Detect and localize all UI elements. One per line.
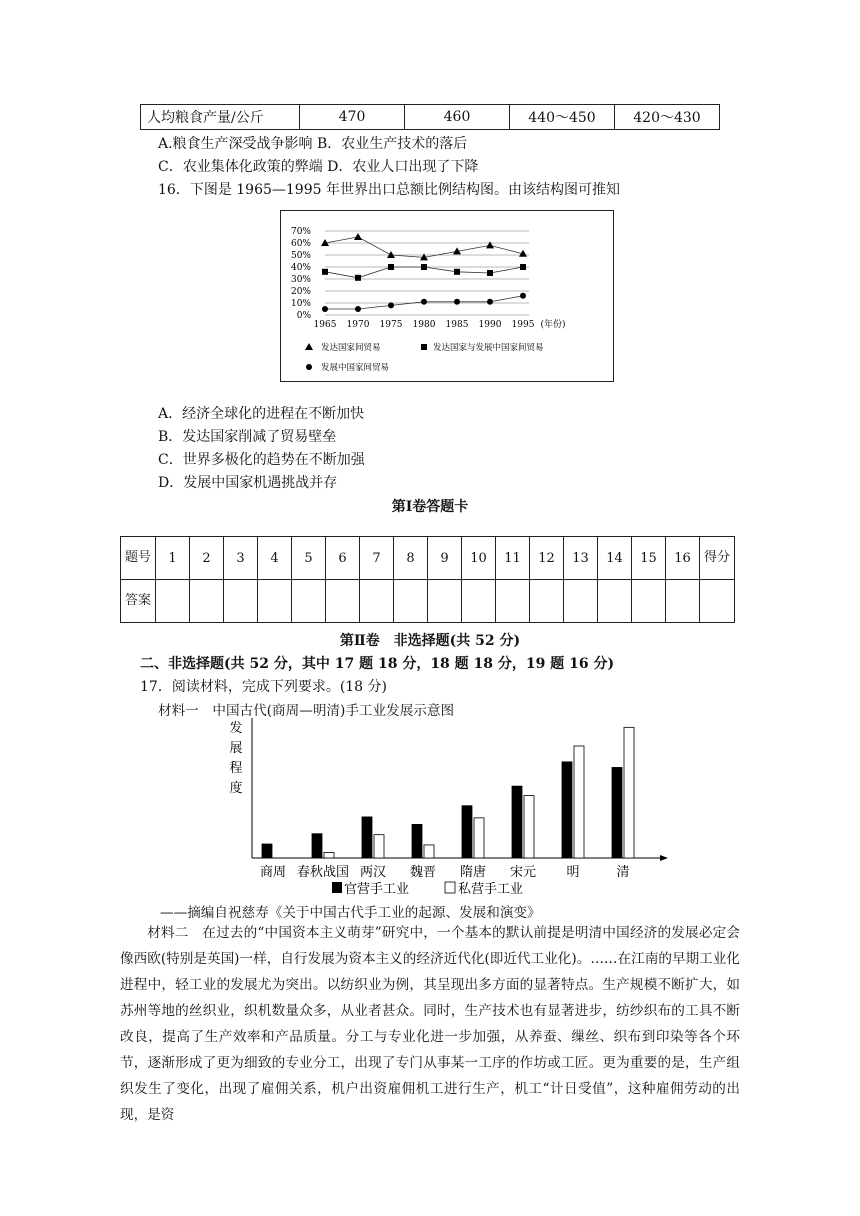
question-number: 5 <box>292 537 326 580</box>
answer-cell[interactable] <box>394 580 428 623</box>
question-number: 8 <box>394 537 428 580</box>
handicraft-development-chart <box>220 716 670 900</box>
y-axis-label-char: 发 <box>229 721 243 736</box>
bar-private <box>524 795 534 858</box>
x-tick-label: 1970 <box>346 320 370 330</box>
category-label: 魏晋 <box>409 865 437 880</box>
grain-table <box>140 104 720 130</box>
legend-label: 发展中国家间贸易 <box>321 363 390 373</box>
legend-triangle-icon <box>305 343 313 350</box>
export-chart-frame <box>280 210 614 382</box>
answer-cell[interactable] <box>666 580 700 623</box>
table-cell: 460 <box>405 105 510 130</box>
category-label: 明 <box>566 865 580 880</box>
question-number: 12 <box>530 537 564 580</box>
table-cell: 440～450 <box>510 105 615 130</box>
answer-cell[interactable] <box>598 580 632 623</box>
question-number: 16 <box>666 537 700 580</box>
square-point <box>487 270 493 276</box>
y-tick-label: 30% <box>290 275 311 285</box>
circle-point <box>421 299 427 305</box>
question-number: 10 <box>462 537 496 580</box>
triangle-point <box>486 241 494 248</box>
legend-square-icon <box>421 344 427 350</box>
q16-option-d: D．发展中国家机遇挑战并存 <box>158 475 338 491</box>
q17-stem: 17．阅读材料，完成下列要求。(18 分) <box>140 679 388 695</box>
answer-cell[interactable] <box>462 580 496 623</box>
question-number: 15 <box>632 537 666 580</box>
material1-title: 材料一 中国古代(商周—明清)手工业发展示意图 <box>158 703 455 719</box>
x-tick-label: 1995 <box>511 320 535 330</box>
bar-official <box>562 762 572 858</box>
bar-official <box>512 786 522 858</box>
y-tick-label: 0% <box>296 311 311 321</box>
q16-option-b: B．发达国家削减了贸易壁垒 <box>158 429 337 445</box>
question-number: 7 <box>360 537 394 580</box>
answer-cell[interactable] <box>156 580 190 623</box>
source-citation: ——摘编自祝慈寿《关于中国古代手工业的起源、发展和演变》 <box>160 905 541 921</box>
question-number: 3 <box>224 537 258 580</box>
x-axis-arrow-icon <box>660 855 668 861</box>
y-axis-label-char: 度 <box>229 781 243 796</box>
answer-cell[interactable] <box>258 580 292 623</box>
table-cell: 420～430 <box>615 105 720 130</box>
x-tick-label: 1980 <box>412 320 436 330</box>
table-row <box>121 580 735 623</box>
answer-cell[interactable] <box>326 580 360 623</box>
section-heading: 二、非选择题(共 52 分，其中 17 题 18 分，18 题 18 分，19 题 16 分) <box>140 656 615 672</box>
bar-official <box>362 817 372 858</box>
question-number: 13 <box>564 537 598 580</box>
question-number: 6 <box>326 537 360 580</box>
legend-official-icon <box>332 882 342 893</box>
y-axis-label-char: 程 <box>229 761 243 776</box>
category-label: 清 <box>616 865 630 880</box>
bar-private <box>574 746 584 858</box>
square-point <box>421 264 427 270</box>
y-tick-label: 50% <box>290 251 311 261</box>
table-row <box>141 105 720 130</box>
legend-label: 发达国家间贸易 <box>321 343 381 353</box>
q16-option-a: A．经济全球化的进程在不断加快 <box>158 406 365 422</box>
table-row-label: 人均粮食产量/公斤 <box>141 105 300 130</box>
circle-point <box>487 299 493 305</box>
x-axis-unit: (年份) <box>540 320 566 330</box>
material2-paragraph: 材料二 在过去的“中国资本主义萌芽”研究中，一个基本的默认前提是明清中国经济的发展必定会像西欧(特别是英国)一样，自行发展为资本主义的经济近代化(即近代工业化)。……在江南的早期工业化进程中，轻工业的发展尤为突出。以纺织业为例，其呈现出多方面的显著特点。生产规模不断扩大，如苏州等地的丝织业，织机数量众多，从业者甚众。同时，生产技术也有显著进步，纺纱织布的工具不断改良，提高了生产效率和产品质量。分工与专业化进一步加强，从养蚕、缫丝、织布到印染等各个环节，逐渐形成了更为细致的专业分工，出现了专门从事某一工序的作坊或工匠。更为重要的是，生产组织发生了变化，出现了雇佣关系，机户出资雇佣机工进行生产，机工“计日受值”，这种雇佣劳动的出现，是资 <box>120 925 740 1123</box>
answer-cell[interactable] <box>190 580 224 623</box>
part2-heading: 第Ⅱ卷 非选择题(共 52 分) <box>339 633 521 649</box>
y-tick-label: 20% <box>290 287 311 297</box>
answer-cell[interactable] <box>360 580 394 623</box>
category-label: 春秋战国 <box>296 865 350 880</box>
y-axis-label-char: 展 <box>229 741 243 756</box>
circle-point <box>520 293 526 299</box>
category-label: 两汉 <box>359 865 387 880</box>
square-point <box>520 264 526 270</box>
answer-cell[interactable] <box>530 580 564 623</box>
question-number: 9 <box>428 537 462 580</box>
score-cell[interactable] <box>700 580 735 623</box>
square-point <box>388 264 394 270</box>
answer-cell[interactable] <box>428 580 462 623</box>
question-number: 14 <box>598 537 632 580</box>
square-point <box>454 269 460 275</box>
legend-label: 官营手工业 <box>344 882 410 897</box>
bar-private <box>324 852 334 858</box>
circle-point <box>355 306 361 312</box>
bar-official <box>412 824 422 858</box>
circle-point <box>322 306 328 312</box>
answer-cell[interactable] <box>564 580 598 623</box>
bar-official <box>612 767 622 858</box>
table-cell: 470 <box>300 105 405 130</box>
y-tick-label: 60% <box>290 239 311 249</box>
category-label: 宋元 <box>509 865 537 880</box>
answer-card-table <box>120 536 735 623</box>
x-tick-label: 1990 <box>478 320 502 330</box>
answer-cell[interactable] <box>292 580 326 623</box>
triangle-point <box>387 251 395 258</box>
question-number: 11 <box>496 537 530 580</box>
legend-circle-icon <box>306 364 312 370</box>
legend-label: 私营手工业 <box>458 882 524 897</box>
score-label: 得分 <box>700 537 735 580</box>
question-number: 4 <box>258 537 292 580</box>
bar-private <box>624 727 634 858</box>
category-label: 隋唐 <box>459 865 487 880</box>
answer-card-header-label: 题号 <box>121 537 156 580</box>
legend-private-icon <box>445 882 455 893</box>
x-tick-label: 1975 <box>379 320 403 330</box>
bar-private <box>424 845 434 858</box>
circle-point <box>454 299 460 305</box>
bar-official <box>462 806 472 858</box>
bar-private <box>374 835 384 858</box>
y-tick-label: 70% <box>290 227 311 237</box>
bar-official <box>262 844 272 858</box>
answer-card-title: 第Ⅰ卷答题卡 <box>391 499 469 515</box>
bar-private <box>474 818 484 858</box>
export-structure-chart <box>281 211 613 381</box>
q15-options-line1: A.粮食生产深受战争影响 B．农业生产技术的落后 <box>158 136 468 152</box>
bar-official <box>312 834 322 858</box>
q15-options-line2: C．农业集体化政策的弊端 D．农业人口出现了下降 <box>158 159 479 175</box>
answer-cell[interactable] <box>496 580 530 623</box>
question-number: 2 <box>190 537 224 580</box>
q16-option-c: C．世界多极化的趋势在不断加强 <box>158 452 365 468</box>
square-point <box>355 275 361 281</box>
square-point <box>322 269 328 275</box>
circle-point <box>388 302 394 308</box>
y-tick-label: 10% <box>290 299 311 309</box>
question-number: 1 <box>156 537 190 580</box>
category-label: 商周 <box>259 865 287 880</box>
triangle-point <box>354 233 362 240</box>
q16-stem: 16．下图是 1965—1995 年世界出口总额比例结构图。由该结构图可推知 <box>158 182 620 198</box>
answer-cell[interactable] <box>632 580 666 623</box>
x-tick-label: 1985 <box>445 320 469 330</box>
table-row <box>121 537 735 580</box>
x-tick-label: 1965 <box>313 320 337 330</box>
y-tick-label: 40% <box>290 263 311 273</box>
answer-row-label: 答案 <box>121 580 156 623</box>
answer-cell[interactable] <box>224 580 258 623</box>
legend-label: 发达国家与发展中国家间贸易 <box>433 343 544 353</box>
